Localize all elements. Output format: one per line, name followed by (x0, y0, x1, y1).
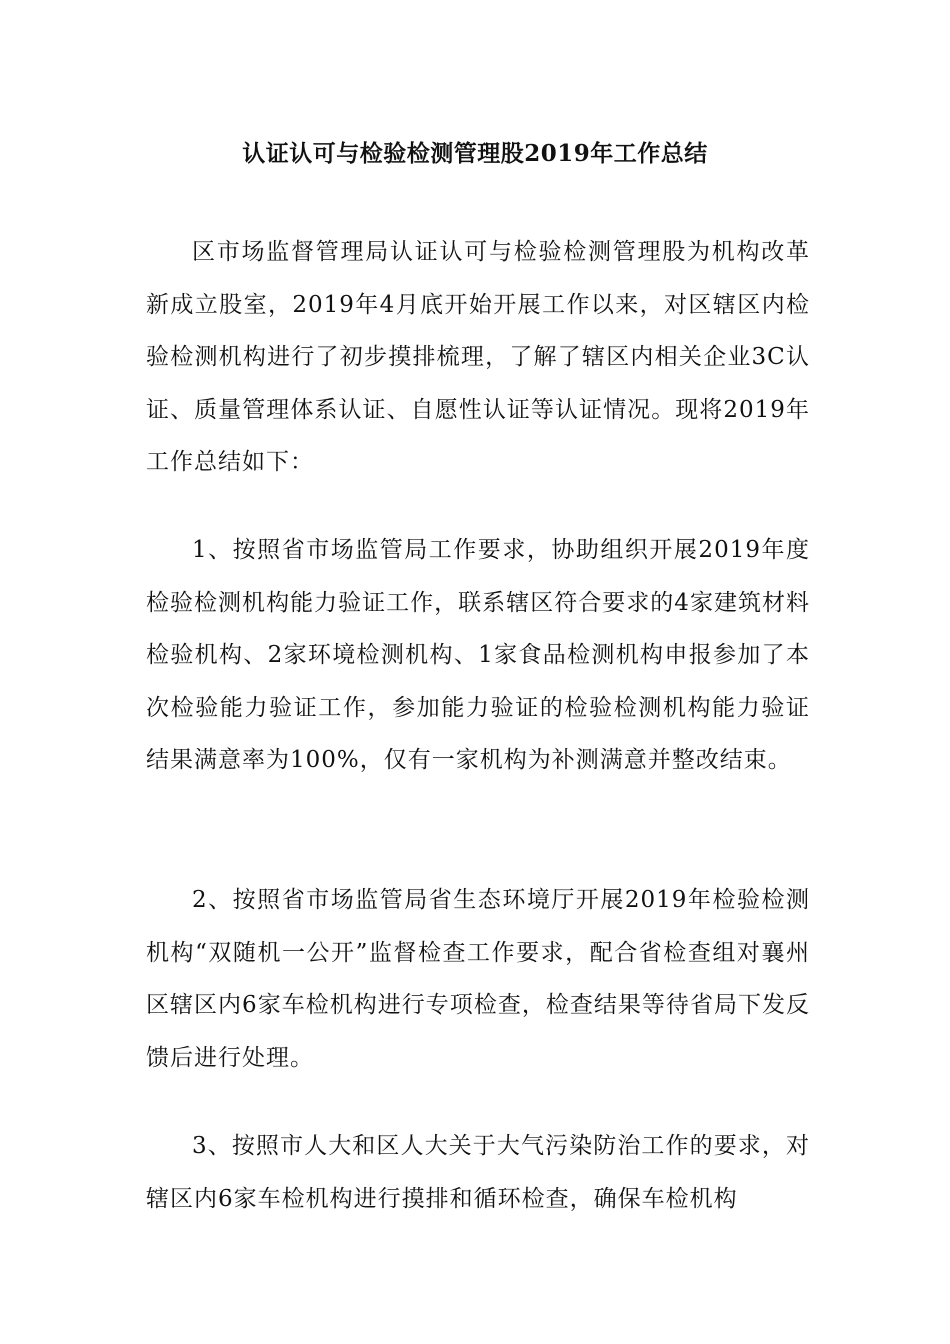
paragraph-item-3: 3、按照市人大和区人大关于大气污染防治工作的要求，对辖区内6家车检机构进行摸排和循环检查，确保车检机构 (146, 1133, 810, 1212)
paragraph-item-2: 2、按照省市场监管局省生态环境厅开展2019年检验检测机构“双随机一公开”监督检查工作要求，配合省检查组对襄州区辖区内6家车检机构进行专项检查，检查结果等待省局下发反馈后进行处理。 (146, 887, 810, 1071)
document-title: 认证认可与检验检测管理股2019年工作总结 (242, 140, 708, 167)
paragraph-item-1: 1、按照省市场监管局工作要求，协助组织开展2019年度检验检测机构能力验证工作，联系辖区符合要求的4家建筑材料检验机构、2家环境检测机构、1家食品检测机构申报参加了本次检验能力验证工作，参加能力验证的检验检测机构能力验证结果满意率为100%，仅有一家机构为补测满意并整改结束。 (146, 537, 810, 773)
paragraph-intro: 区市场监督管理局认证认可与检验检测管理股为机构改革新成立股室，2019年4月底开始开展工作以来，对区辖区内检验检测机构进行了初步摸排梳理，了解了辖区内相关企业3C认证、质量管理体系认证、自愿性认证等认证情况。现将2019年工作总结如下： (146, 239, 810, 475)
